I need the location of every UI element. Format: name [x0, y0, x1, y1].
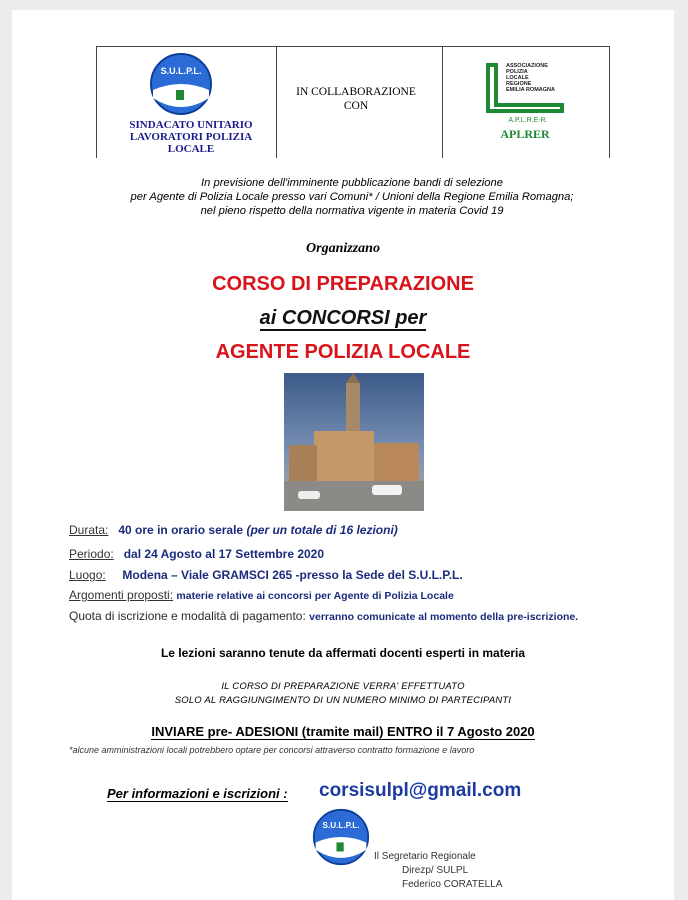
notice-line: SOLO AL RAGGIUNGIMENTO DI UN NUMERO MINIMO DI PARTECIPANTI: [174, 695, 512, 706]
detail-durata: [69, 523, 398, 537]
intro-line: nel pieno rispetto della normativa vigente in materia Covid 19: [200, 205, 504, 217]
detail-luogo: [69, 568, 463, 582]
signature-line: Direzp/ SULPL: [402, 865, 469, 876]
quota-label: Quota di iscrizione e modalità di pagamento:: [69, 609, 306, 623]
detail-periodo: [69, 547, 324, 561]
course-title-line-2-text: ai CONCORSI per: [259, 307, 427, 329]
org-line: LOCALE: [167, 143, 215, 155]
durata-label: Durata:: [69, 523, 109, 537]
aplrer-logo-line: EMILIA ROMAGNA: [506, 87, 555, 93]
aplrer-logo-line: POLIZIA: [506, 69, 528, 75]
signature-line: Il Segretario Regionale: [374, 851, 476, 862]
cathedral-photo: [284, 373, 424, 511]
periodo-label: Periodo:: [69, 547, 114, 561]
header-divider: [96, 47, 97, 158]
intro-line: per Agente di Polizia Locale presso vari Comuni* / Unioni della Regione Emilia Romagna;: [130, 191, 574, 203]
collab-line: CON: [343, 100, 369, 112]
intro-text: [72, 176, 632, 218]
sulpl-logo-bottom: [312, 808, 370, 866]
course-title-line-3: AGENTE POLIZIA LOCALE: [215, 341, 471, 363]
sulpl-logo-bottom-text: S.U.L.P.L.: [322, 820, 360, 830]
detail-argomenti: [69, 588, 454, 602]
header-table: [96, 46, 610, 158]
info-label-text: Per informazioni e iscrizioni :: [107, 786, 288, 801]
sulpl-logo: [149, 52, 213, 116]
course-title-line-1: CORSO DI PREPARAZIONE: [212, 273, 474, 295]
document-page: [12, 10, 674, 900]
durata-value: 40 ore in orario serale: [118, 523, 244, 537]
minimum-participants-notice: [12, 680, 674, 708]
intro-line: In previsione dell'imminente pubblicazione bandi di selezione: [201, 177, 503, 189]
signature-block: [374, 850, 502, 892]
aplrer-logo-caption: A.P.L.R.E-R.: [508, 117, 548, 123]
detail-quota: [69, 609, 578, 623]
header-divider: [442, 47, 443, 158]
left-org-name: [106, 119, 276, 155]
header-divider: [609, 47, 610, 158]
footnote: *alcune amministrazioni locali potrebbero optare per concorsi attraverso contratto formazione e lavoro: [69, 745, 475, 755]
info-label: [107, 786, 288, 801]
aplrer-logo-line: REGIONE: [506, 81, 532, 87]
argomenti-label: Argomenti proposti:: [69, 588, 174, 602]
collaboration-text: [276, 85, 436, 113]
quota-value: verranno comunicate al momento della pre-iscrizione.: [309, 611, 579, 623]
luogo-label: Luogo:: [69, 568, 106, 582]
aplrer-logo-line: ASSOCIAZIONE: [506, 63, 548, 69]
sulpl-logo-text: S.U.L.P.L.: [160, 66, 202, 76]
contact-email[interactable]: corsisulpl@gmail.com: [319, 780, 522, 801]
argomenti-value: materie relative ai concorsi per Agente di Polizia Locale: [176, 590, 454, 602]
periodo-value: dal 24 Agosto al 17 Settembre 2020: [123, 547, 325, 561]
send-preadhesion: [12, 724, 674, 739]
organizzano-heading: Organizzano: [306, 241, 380, 256]
luogo-value: Modena – Viale GRAMSCI 265 -presso la Sede del S.U.L.P.L.: [122, 568, 463, 582]
send-preadhesion-text: INVIARE pre- ADESIONI (tramite mail) ENTRO il 7 Agosto 2020: [151, 724, 535, 739]
aplrer-name: APLRER: [500, 127, 550, 141]
durata-note: (per un totale di 16 lezioni): [246, 523, 398, 537]
org-line: LAVORATORI POLIZIA: [129, 131, 253, 143]
aplrer-logo: [480, 59, 570, 123]
aplrer-logo-line: LOCALE: [506, 75, 529, 81]
lessons-note: Le lezioni saranno tenute da affermati docenti esperti in materia: [160, 646, 526, 660]
course-title-line-2: [12, 307, 674, 330]
notice-line: IL CORSO DI PREPARAZIONE VERRA' EFFETTUATO: [221, 681, 465, 692]
org-line: SINDACATO UNITARIO: [129, 119, 253, 131]
signature-line: Federico CORATELLA: [402, 879, 503, 890]
collab-line: IN COLLABORAZIONE: [296, 86, 416, 98]
